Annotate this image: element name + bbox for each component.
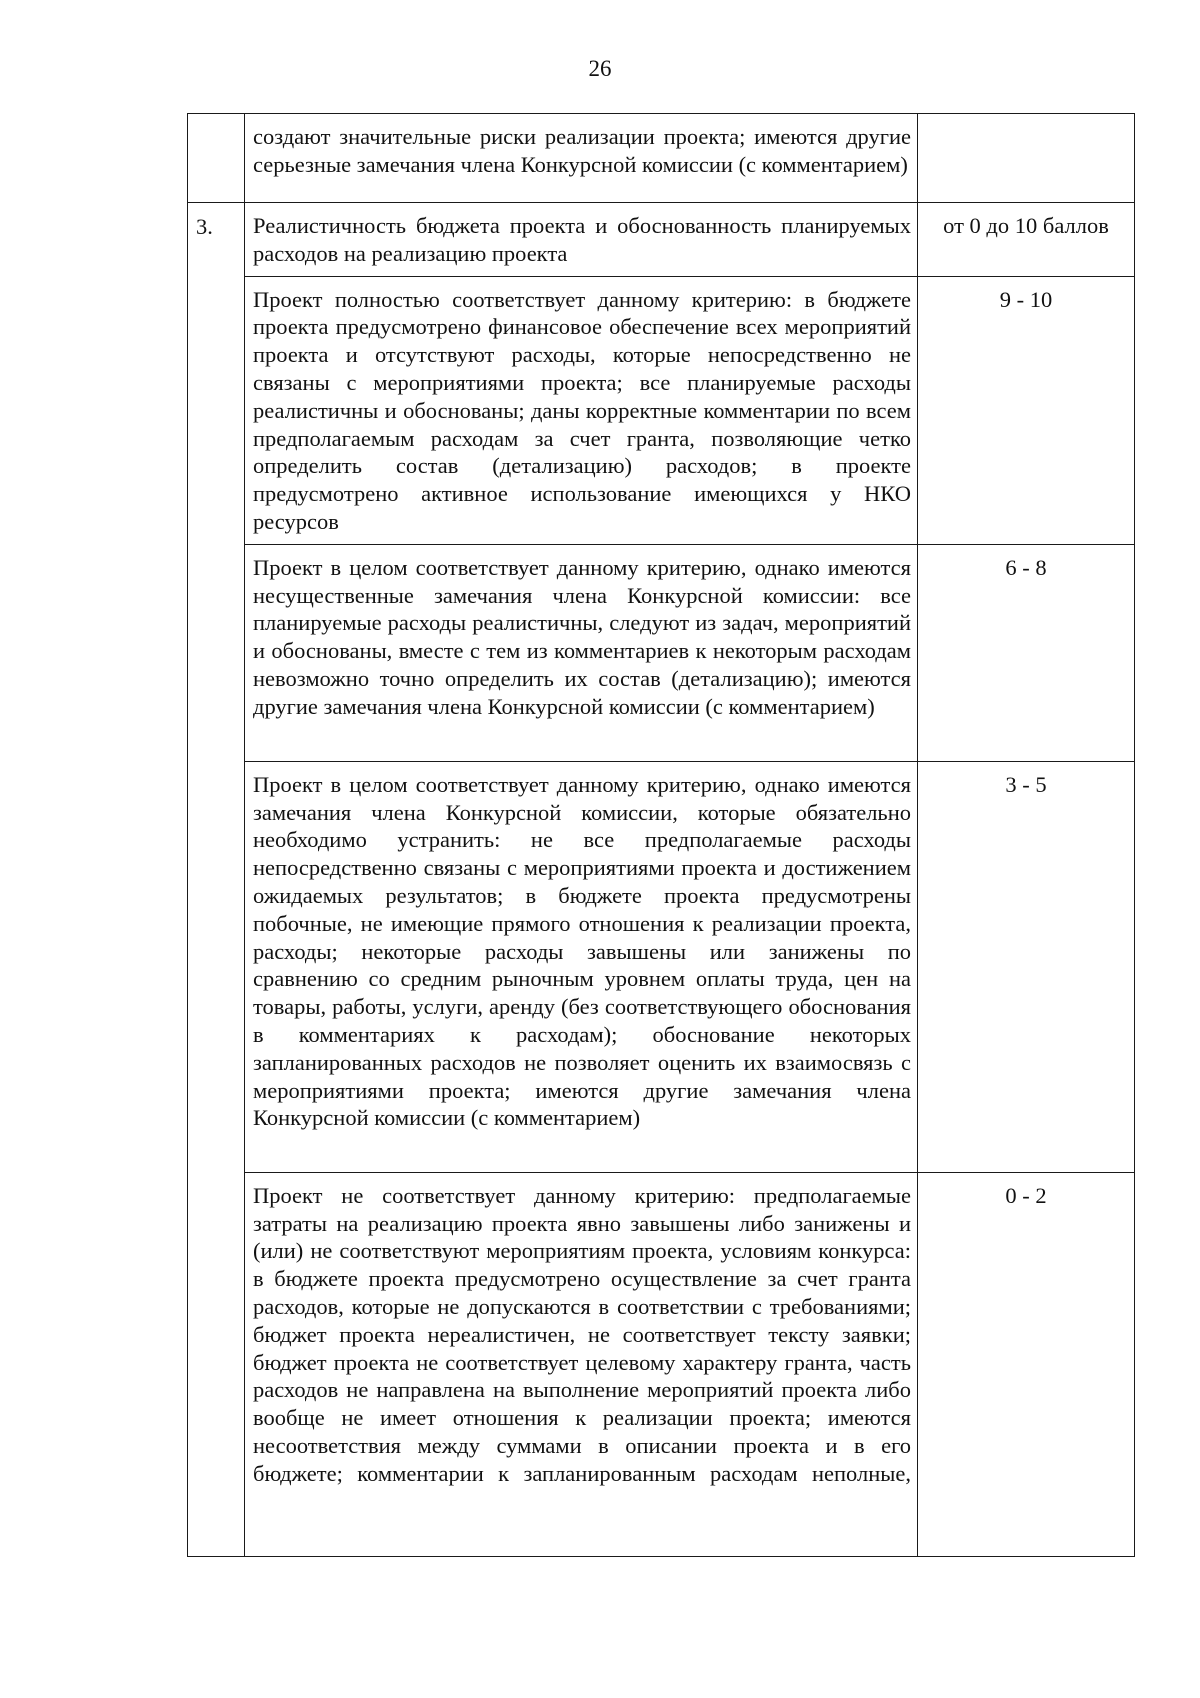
- table-row: [188, 544, 1135, 761]
- page-number: 26: [588, 56, 612, 81]
- criterion-description: Проект не соответствует данному критерию: предполагаемые затраты на реализацию проекта явно завышены либо занижены и (или) не соответствуют мероприятиям проекта, условиям конкурса: в бюджете проекта предусмотрено осуществление за счет гранта расходов, которые не допускаются в соответствии с требованиями; бюджет проекта нереалистичен, не соответствует тексту заявки; бюджет проекта не соответствует целевому характеру гранта, часть расходов не направлена на выполнение мероприятий проекта либо вообще не имеет отношения к реализации проекта; имеются несоответствия между суммами в описании проекта и в его бюджете; комментарии к запланированным расходам неполные,: [245, 1172, 918, 1556]
- criteria-table: [187, 113, 1135, 1557]
- score-range-cell: от 0 до 10 баллов: [918, 203, 1135, 277]
- table-row: [188, 203, 1135, 277]
- score-cell: 6 - 8: [918, 544, 1135, 761]
- criterion-title: Реалистичность бюджета проекта и обоснованность планируемых расходов на реализацию проекта: [245, 203, 918, 277]
- score-cell: 3 - 5: [918, 761, 1135, 1172]
- table-row: [188, 761, 1135, 1172]
- criterion-description: создают значительные риски реализации проекта; имеются другие серьезные замечания члена Конкурсной комиссии (с комментарием): [245, 114, 918, 203]
- criterion-description: Проект полностью соответствует данному критерию: в бюджете проекта предусмотрено финансовое обеспечение всех мероприятий проекта и отсутствуют расходы, которые непосредственно не связаны с мероприятиями проекта; все планируемые расходы реалистичны и обоснованы; даны корректные комментарии по всем предполагаемым расходам за счет гранта, позволяющие четко определить состав (детализацию) расходов; в проекте предусмотрено активное использование имеющихся у НКО ресурсов: [245, 276, 918, 544]
- score-cell: [918, 114, 1135, 203]
- table-row: [188, 1172, 1135, 1556]
- table-row: [188, 276, 1135, 544]
- score-cell: 9 - 10: [918, 276, 1135, 544]
- criterion-description: Проект в целом соответствует данному критерию, однако имеются несущественные замечания члена Конкурсной комиссии: все планируемые расходы реалистичны, следуют из задач, мероприятий и обоснованы, вместе с тем из комментариев к некоторым расходам невозможно точно определить их состав (детализацию); имеются другие замечания члена Конкурсной комиссии (с комментарием): [245, 544, 918, 761]
- score-cell: 0 - 2: [918, 1172, 1135, 1556]
- row-number-cell: [188, 114, 245, 203]
- criterion-description: Проект в целом соответствует данному критерию, однако имеются замечания члена Конкурсной комиссии, которые обязательно необходимо устранить: не все предполагаемые расходы непосредственно связаны с мероприятиями проекта и достижением ожидаемых результатов; в бюджете проекта предусмотрены побочные, не имеющие прямого отношения к реализации проекта, расходы; некоторые расходы завышены или занижены по сравнению со средним рыночным уровнем оплаты труда, цен на товары, работы, услуги, аренду (без соответствующего обоснования в комментариях к расходам); обоснование некоторых запланированных расходов не позволяет оценить их взаимосвязь с мероприятиями проекта; имеются другие замечания члена Конкурсной комиссии (с комментарием): [245, 761, 918, 1172]
- table-row: [188, 114, 1135, 203]
- row-number-cell: 3.: [188, 203, 245, 1557]
